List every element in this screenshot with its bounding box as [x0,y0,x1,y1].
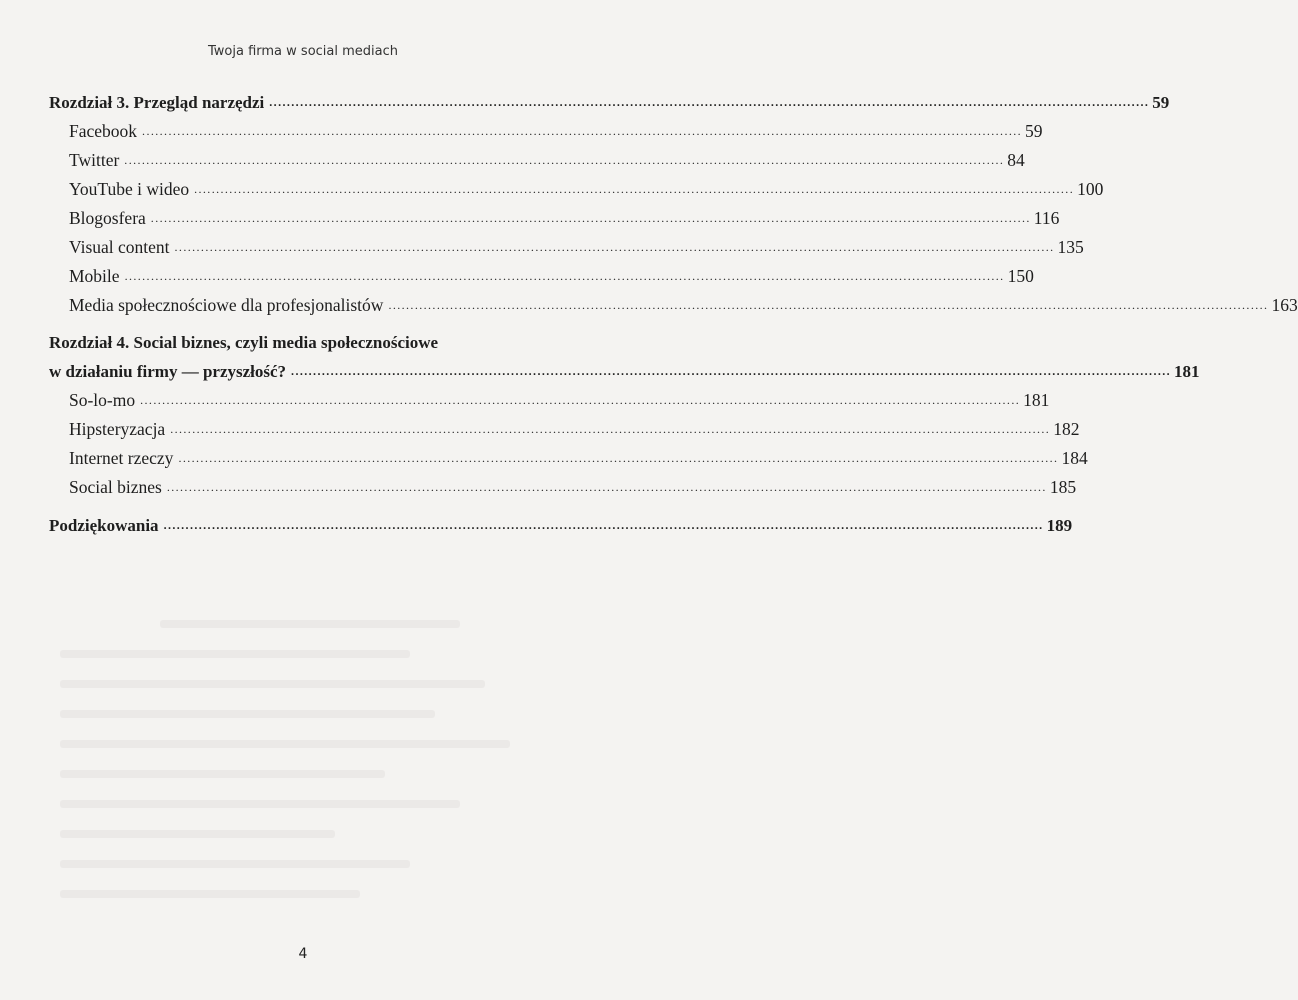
dot-leader: ........................................................................................................................................................................................................ [150,211,1031,225]
toc-chapter-label: Rozdział 3. Przegląd narzędzi [49,93,265,112]
toc-acknowledgements[interactable] [49,511,1073,540]
toc-page-number: 182 [1053,419,1080,439]
toc-entry[interactable] [49,473,1077,502]
toc-entry-label: Twitter [69,150,120,170]
toc-entry[interactable] [49,262,1034,291]
toc-chapter-3[interactable] [49,88,1170,117]
toc-entry[interactable] [49,146,1025,175]
dot-leader: ........................................................................................................................................................................................................ [170,422,1051,436]
toc-entry[interactable] [49,117,1043,146]
toc-page-number: 59 [1025,121,1043,141]
toc-entry[interactable] [49,204,1060,233]
toc-page-number: 184 [1061,448,1088,468]
toc-page-number: 100 [1077,179,1104,199]
toc-page-number: 181 [1174,362,1200,381]
toc-page-number: 59 [1152,93,1170,112]
toc-page-number: 181 [1023,390,1050,410]
toc-entry[interactable] [49,444,1088,473]
toc-chapter-label: w działaniu firmy — przyszłość? [49,362,287,381]
dot-leader: ........................................................................................................................................................................................................ [166,480,1047,494]
toc-entry-label: YouTube i wideo [69,179,190,199]
toc-chapter-4-title-line1: Rozdział 4. Social biznes, czyli media społecznościowe [49,333,439,352]
dot-leader: ........................................................................................................................................................................................................ [388,298,1269,312]
toc-entry-label: Internet rzeczy [69,448,174,468]
toc-page-number: 116 [1033,208,1060,228]
toc-entry-label: Social biznes [69,477,162,497]
dot-leader: ........................................................................................................................................................................................................ [174,240,1055,254]
toc-page-number: 185 [1049,477,1077,497]
dot-leader: ........................................................................................................................................................................................................ [269,95,1150,109]
toc-entry[interactable] [49,175,1104,204]
toc-entry-label: Facebook [69,121,138,141]
toc-entry-label: Mobile [69,266,120,286]
toc-page-number: 84 [1007,150,1025,170]
dot-leader: ........................................................................................................................................................................................................ [124,269,1005,283]
toc-entry[interactable] [49,386,1050,415]
table-of-contents [49,88,1298,540]
toc-entry-label: So-lo-mo [69,390,136,410]
dot-leader: ........................................................................................................................................................................................................ [178,451,1059,465]
toc-page-number: 189 [1046,516,1073,535]
show-through-background [60,620,560,920]
dot-leader: ........................................................................................................................................................................................................ [142,124,1023,138]
toc-entry-label: Media społecznościowe dla profesjonalistów [69,295,384,315]
toc-chapter-label: Podziękowania [49,516,159,535]
toc-entry[interactable] [49,233,1084,262]
dot-leader: ........................................................................................................................................................................................................ [291,364,1172,378]
page-number: 4 [298,946,308,962]
toc-page-number: 135 [1057,237,1084,257]
toc-entry-label: Hipsteryzacja [69,419,166,439]
toc-entry[interactable] [49,415,1080,444]
toc-entry[interactable] [49,291,1298,320]
toc-page-number: 163 [1271,295,1298,315]
toc-chapter-4[interactable] [49,357,1200,386]
dot-leader: ........................................................................................................................................................................................................ [124,153,1005,167]
dot-leader: ........................................................................................................................................................................................................ [163,518,1044,532]
toc-entry-label: Blogosfera [69,208,146,228]
dot-leader: ........................................................................................................................................................................................................ [194,182,1075,196]
toc-page-number: 150 [1007,266,1034,286]
running-head: Twoja firma w social mediach [208,44,398,59]
dot-leader: ........................................................................................................................................................................................................ [140,393,1021,407]
toc-entry-label: Visual content [69,237,170,257]
